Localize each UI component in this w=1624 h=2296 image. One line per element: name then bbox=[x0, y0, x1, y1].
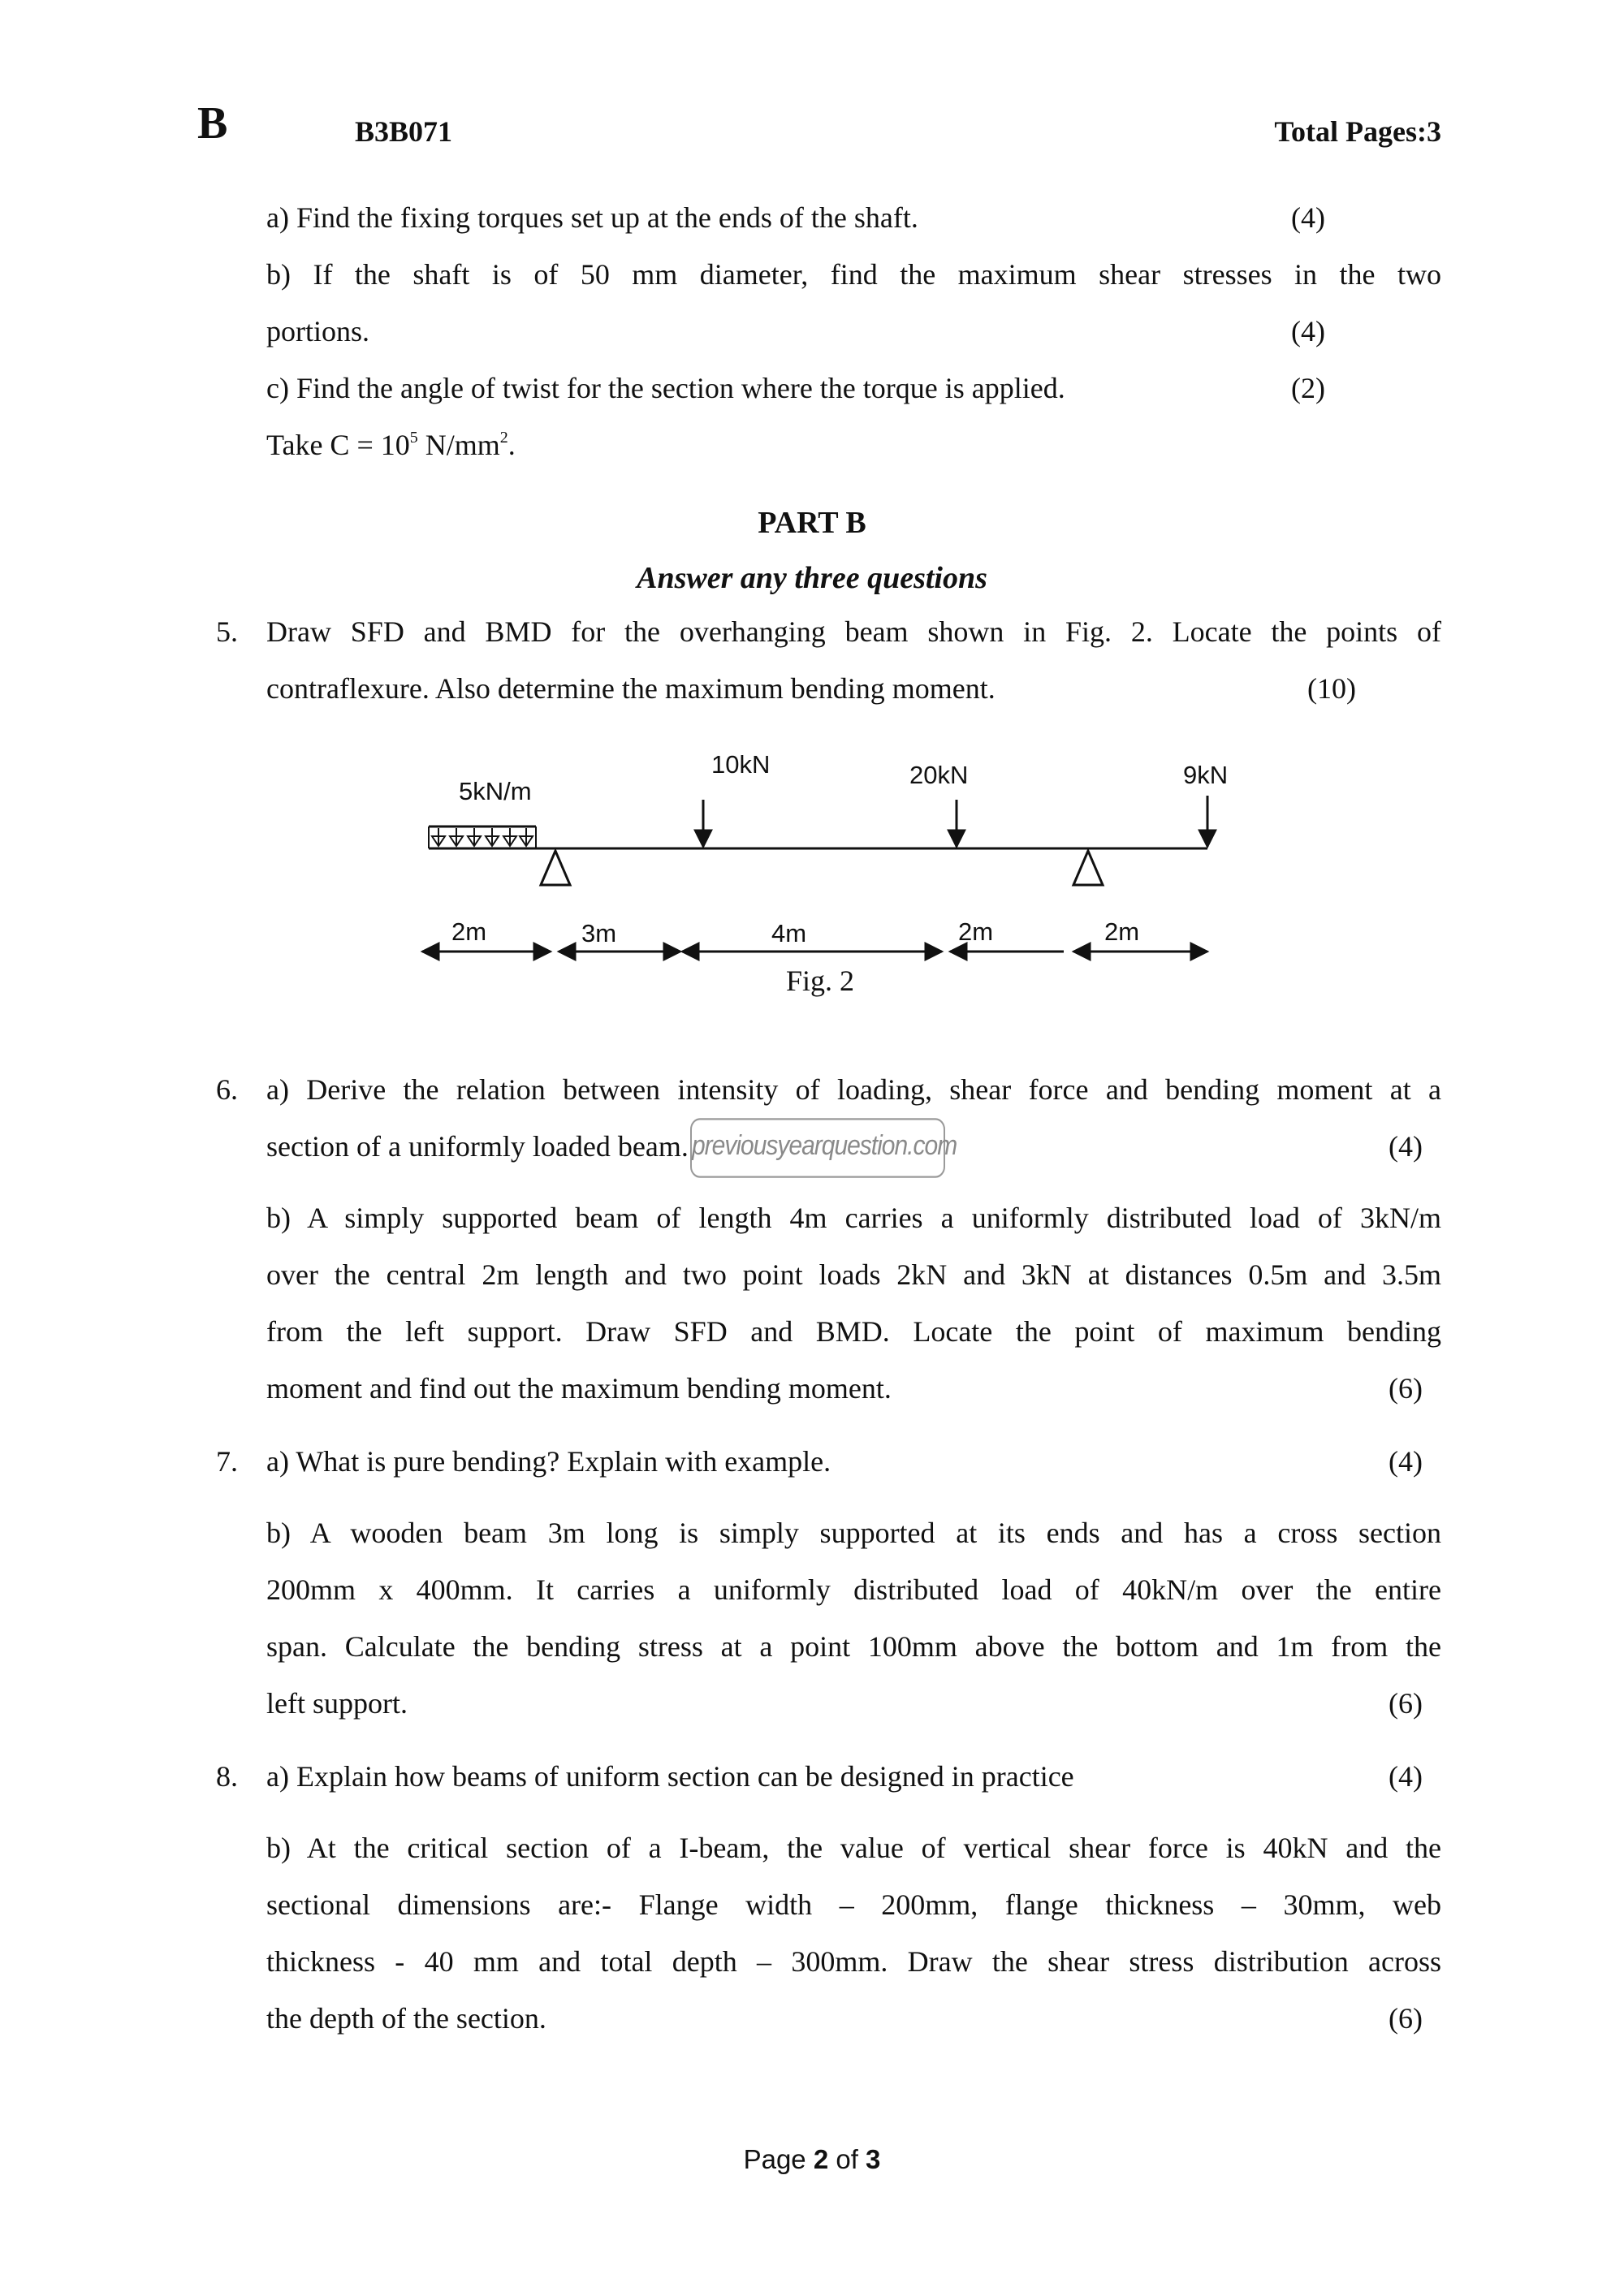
q4-part-a-marks: (4) bbox=[1291, 201, 1325, 234]
q4-part-b-line2: portions. bbox=[266, 315, 370, 347]
q7-part-b-marks: (6) bbox=[1389, 1687, 1423, 1720]
q8-part-b-marks: (6) bbox=[1389, 2002, 1423, 2035]
q6-part-a-line2: section of a uniformly loaded beam. bbox=[266, 1130, 689, 1163]
q7-part-b-line2: 200mm x 400mm. It carries a uniformly distributed load of 40kN/m over the entire bbox=[266, 1573, 1441, 1606]
q6-number: 6. bbox=[216, 1073, 238, 1106]
udl-load bbox=[429, 826, 536, 848]
q4-part-c: c) Find the angle of twist for the section where the torque is applied. bbox=[266, 372, 1065, 404]
q8-part-a-marks: (4) bbox=[1389, 1760, 1423, 1793]
q5-marks: (10) bbox=[1307, 672, 1356, 705]
q4-part-c-marks: (2) bbox=[1291, 372, 1325, 404]
figure-caption: Fig. 2 bbox=[785, 965, 855, 997]
span-label-5: 2m bbox=[1104, 917, 1140, 946]
part-b-instruction: Answer any three questions bbox=[637, 561, 987, 595]
q7-part-b-line4: left support. bbox=[266, 1687, 408, 1720]
load-label-10kn: 10kN bbox=[711, 750, 771, 779]
q7-part-b-line3: span. Calculate the bending stress at a point 100mm above the bottom and 1m from the bbox=[266, 1630, 1441, 1663]
q8-number: 8. bbox=[216, 1760, 238, 1793]
left-support bbox=[541, 851, 570, 885]
q8-part-a: a) Explain how beams of uniform section can be designed in practice bbox=[266, 1760, 1074, 1793]
q4-part-b-line1: b) If the shaft is of 50 mm diameter, find the maximum shear stresses in the two bbox=[266, 258, 1441, 291]
q8-part-b-line1: b) At the critical section of a I-beam, the value of vertical shear force is 40kN and the bbox=[266, 1832, 1441, 1864]
q8-part-b-line2: sectional dimensions are:- Flange width – 200mm, flange thickness – 30mm, web bbox=[266, 1888, 1441, 1921]
q6-part-a-marks: (4) bbox=[1389, 1130, 1423, 1163]
q4-part-b-marks: (4) bbox=[1291, 315, 1325, 347]
q8-part-b-line3: thickness - 40 mm and total depth – 300mm. Draw the shear stress distribution across bbox=[266, 1945, 1441, 1978]
span-label-2: 3m bbox=[581, 919, 617, 947]
load-label-20kn: 20kN bbox=[909, 761, 969, 789]
page-footer: Page 2 of 3 bbox=[743, 2144, 881, 2174]
q7-number: 7. bbox=[216, 1445, 238, 1478]
q6-part-a-line1: a) Derive the relation between intensity of loading, shear force and bending moment at a bbox=[266, 1073, 1441, 1106]
set-letter: B bbox=[197, 98, 228, 149]
q4-constant: Take $C = 10^5$ $N/mm^2$. bbox=[266, 429, 516, 461]
q5-line2: contraflexure. Also determine the maximum bending moment. bbox=[266, 672, 996, 705]
load-label-9kn: 9kN bbox=[1183, 761, 1229, 789]
span-label-1: 2m bbox=[451, 917, 487, 946]
q6-part-b-line3: from the left support. Draw SFD and BMD. Locate the point of maximum bending bbox=[266, 1315, 1441, 1348]
q6-part-b-marks: (6) bbox=[1389, 1372, 1423, 1405]
q4-part-a: a) Find the fixing torques set up at the ends of the shaft. bbox=[266, 201, 918, 234]
q6-part-b-line4: moment and find out the maximum bending moment. bbox=[266, 1372, 892, 1405]
q5-line1: Draw SFD and BMD for the overhanging beam shown in Fig. 2. Locate the points of bbox=[266, 615, 1441, 648]
span-label-4: 2m bbox=[958, 917, 994, 946]
q7-part-a-marks: (4) bbox=[1389, 1445, 1423, 1478]
q6-part-b-line1: b) A simply supported beam of length 4m carries a uniformly distributed load of 3kN/m bbox=[266, 1202, 1441, 1234]
q5-number: 5. bbox=[216, 615, 238, 648]
paper-code: B3B071 bbox=[355, 115, 453, 148]
q7-part-a: a) What is pure bending? Explain with example. bbox=[266, 1445, 831, 1478]
right-support bbox=[1073, 851, 1103, 885]
udl-label: 5kN/m bbox=[459, 777, 532, 805]
total-pages: Total Pages:3 bbox=[1274, 115, 1441, 148]
span-label-3: 4m bbox=[771, 919, 807, 947]
q6-part-b-line2: over the central 2m length and two point loads 2kN and 3kN at distances 0.5m and 3.5m bbox=[266, 1258, 1441, 1291]
part-b-title: PART B bbox=[758, 506, 866, 540]
q8-part-b-line4: the depth of the section. bbox=[266, 2002, 546, 2035]
watermark-stamp: previousyearquestion.com bbox=[690, 1118, 945, 1178]
q7-part-b-line1: b) A wooden beam 3m long is simply supported at its ends and has a cross section bbox=[266, 1517, 1441, 1549]
